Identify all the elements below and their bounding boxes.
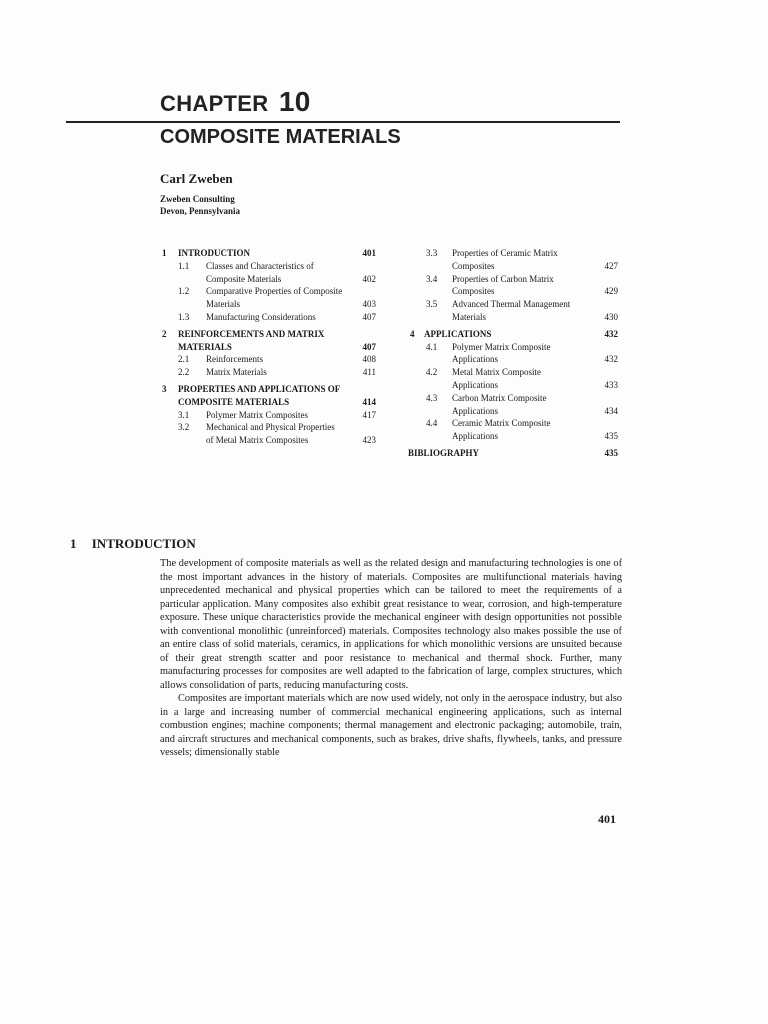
toc-entry [406,273,622,299]
toc-entry-title: Metal Matrix Composite Applications [452,367,541,390]
toc-entry-number: 2.2 [178,367,190,378]
toc-entry-title: Mechanical and Physical Properties of Metal Matrix Composites [206,422,335,446]
toc-entry-number: 1 [162,248,167,258]
toc-entry-page: 401 [362,248,376,258]
chapter-word: CHAPTER [160,91,269,116]
toc-entry-page: 430 [604,311,618,322]
toc-entry-number: 3.5 [426,299,438,310]
toc-entry-page: 433 [604,379,618,390]
toc-entry-title: PROPERTIES AND APPLICATIONS OF COMPOSITE MATERIALS [178,383,340,407]
toc-entry [406,341,622,367]
toc-entry [160,311,380,324]
toc-entry-number: 2 [162,328,167,339]
toc-entry-number: 1.2 [178,286,190,297]
toc-entry [160,383,380,409]
toc-entry-title: INTRODUCTION [178,248,251,258]
toc-entry-title: Matrix Materials [206,367,267,378]
toc-entry-title: Properties of Ceramic Matrix Composites [452,248,558,271]
title-rule [66,121,620,123]
toc-entry-page: 423 [362,435,376,446]
toc-entry-title: Carbon Matrix Composite Applications [452,392,547,416]
toc-entry [160,409,380,422]
toc-entry-number: 3.3 [426,248,438,258]
toc-entry [406,417,622,443]
section-heading [70,536,196,552]
toc-entry [406,447,622,460]
toc-entry [160,285,380,311]
toc-entry [160,247,380,260]
paragraph: The development of composite materials as well as the related design and manufacturing technologies is one of the most important advances in the history of materials. Composites are multifunctional materials having unprecedented mechanical and physical properties which can be tailored to meet the requirements of a particular application. Many composites also exhibit great resistance to wear, corrosion, and high-temperature exposure. These unique characteristics provide the mechanical engineer with design opportunities not possible with conventional monolithic (unreinforced) materials. Composites technology also makes possible the use of an entire class of solid materials, ceramics, in applications for which monolithic versions are unsuited because of their great strength scatter and poor resistance to mechanical and thermal shock. Further, many manufacturing processes for composites are well adapted to the fabrication of large, complex structures, which allows consolidation of parts, reducing manufacturing costs. [160,558,622,691]
toc-entry [406,392,622,418]
body-text [160,557,622,760]
toc-entry [406,366,622,392]
toc-entry-page: 434 [604,405,618,416]
toc-entry-title: Ceramic Matrix Composite Applications [452,418,551,442]
toc-entry-number: 3.1 [178,409,190,420]
toc-entry-number: 1.3 [178,311,190,322]
toc-entry-title: Advanced Thermal Management Materials [452,299,571,322]
toc-entry-title: Manufacturing Considerations [206,311,316,322]
toc-entry [160,353,380,366]
toc-entry-number: 1.1 [178,260,190,271]
toc-entry-page: 403 [362,299,376,310]
toc-entry-page: 411 [362,367,376,378]
toc-entry [406,298,622,324]
toc-entry-title: Properties of Carbon Matrix Composites [452,273,554,297]
toc-entry [406,247,622,273]
toc-entry-title: Classes and Characteristics of Composite Materials [206,260,314,284]
section-title: INTRODUCTION [91,536,196,551]
toc-entry-number: 3.4 [426,273,438,284]
toc-entry-page: 435 [604,431,618,442]
toc-entry-number: 4.1 [426,341,438,352]
toc-entry [160,328,380,354]
chapter-label [160,86,311,118]
toc-entry-title: BIBLIOGRAPHY [408,447,480,458]
toc-entry-page: 427 [604,260,618,271]
toc-entry-title: Polymer Matrix Composites [206,409,308,420]
toc-entry [160,260,380,286]
toc-entry-number: 4.4 [426,418,438,429]
toc-entry-title: Polymer Matrix Composite Applications [452,341,551,365]
toc-entry-title: APPLICATIONS [424,328,492,339]
page-number: 401 [598,812,616,826]
author-name: Carl Zweben [160,171,233,186]
toc-right-column [406,247,622,460]
toc-entry-page: 429 [604,286,618,297]
toc-entry-page: 414 [362,396,376,407]
section-number: 1 [70,536,77,551]
toc-entry-page: 408 [362,354,376,365]
toc-entry-page: 407 [362,341,376,352]
toc-entry-number: 2.1 [178,354,190,365]
toc-entry-page: 417 [362,409,376,420]
toc-entry-page: 402 [362,273,376,284]
toc-entry-number: 3.2 [178,422,190,433]
affiliation-line-1: Zweben Consulting [160,194,235,204]
toc-entry-page: 435 [604,447,618,458]
chapter-number: 10 [278,86,311,117]
affiliation-line-2: Devon, Pennsylvania [160,206,241,216]
toc-entry-number: 3 [162,383,167,394]
toc-entry-title: Reinforcements [206,354,263,365]
toc-entry [406,328,622,341]
toc-entry-page: 432 [604,328,618,339]
toc-entry-title: Comparative Properties of Composite Materials [206,286,343,310]
toc-entry-page: 432 [604,354,618,365]
toc-entry [160,366,380,379]
toc-entry [160,421,380,447]
paragraph: Composites are important materials which are now used widely, not only in the aerospace industry, but also in a large and increasing number of commercial mechanical engineering applications, such as internal combustion engines; machine components; thermal management and electronic packaging; automobile, train, and aircraft structures and mechanical components, such as brakes, drive shafts, flywheels, tanks, and pressure vessels; dimensionally stable [160,693,622,758]
toc-entry-title: REINFORCEMENTS AND MATRIX MATERIALS [178,328,325,352]
toc-entry-number: 4.2 [426,367,438,378]
toc-left-column [160,247,380,447]
author-affiliation [160,193,240,217]
toc-entry-number: 4.3 [426,392,438,403]
toc-entry-page: 407 [362,311,376,322]
chapter-title: COMPOSITE MATERIALS [160,126,401,148]
toc-entry-number: 4 [410,328,415,339]
